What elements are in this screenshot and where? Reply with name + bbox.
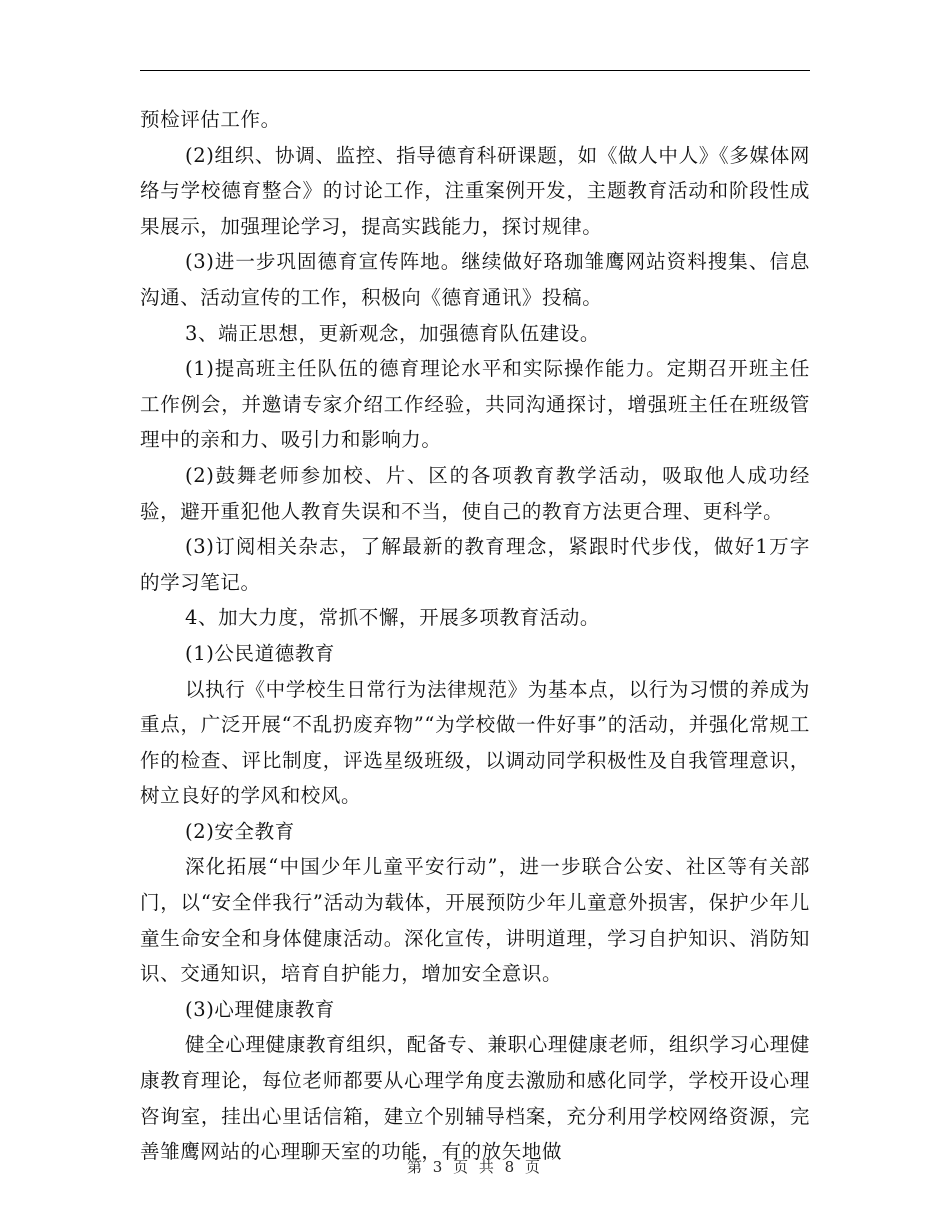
paragraph: 预检评估工作。: [140, 108, 281, 131]
paragraph: (2)鼓舞老师参加校、片、区的各项教育教学活动，吸取他人成功经验，避开重犯他人教育失误和不当，使自己的教育方法更合理、更科学。: [140, 463, 810, 523]
paragraph: 以执行《中学校生日常行为法律规范》为基本点，以行为习惯的养成为重点，广泛开展“不乱扔废弃物”“为学校做一件好事”的活动，并强化常规工作的检查、评比制度，评选星级班级，以调动同学积极性及自我管理意识，树立良好的学风和校风。: [140, 677, 810, 808]
section-heading: 3、端正思想，更新观念，加强德育队伍建设。: [185, 321, 601, 345]
paragraph: 深化拓展“中国少年儿童平安行动”，进一步联合公安、社区等有关部门，以“安全伴我行”活动为载体，开展预防少年儿童意外损害，保护少年儿童生命安全和身体健康活动。深化宣传，讲明道理，学习自护知识、消防知识、交通知识，培育自护能力，增加安全意识。: [140, 855, 810, 986]
subsection-heading: (3)心理健康教育: [185, 997, 336, 1021]
paragraph: 健全心理健康教育组织，配备专、兼职心理健康老师，组织学习心理健康教育理论，每位老师都要从心理学角度去激励和感化同学，学校开设心理咨询室，挂出心里话信箱，建立个别辅导档案，充分利用学校网络资源，完善雏鹰网站的心理聊天室的功能，有的放矢地做: [140, 1033, 810, 1164]
document-body: [140, 102, 810, 1170]
section-heading: 4、加大力度，常抓不懈，开展多项教育活动。: [185, 606, 601, 630]
subsection-heading: (1)公民道德教育: [185, 641, 336, 665]
paragraph: (2)组织、协调、监控、指导德育科研课题，如《做人中人》《多媒体网络与学校德育整合》的讨论工作，注重案例开发，主题教育活动和阶段性成果展示，加强理论学习，提高实践能力，探讨规律。: [140, 143, 810, 238]
paragraph: (3)订阅相关杂志，了解最新的教育理念，紧跟时代步伐，做好1万字的学习笔记。: [140, 535, 810, 594]
paragraph: (1)提高班主任队伍的德育理论水平和实际操作能力。定期召开班主任工作例会，并邀请专家介绍工作经验，共同沟通探讨，增强班主任在班级管理中的亲和力、吸引力和影响力。: [140, 357, 810, 452]
paragraph: (3)进一步巩固德育宣传阵地。继续做好珞珈雏鹰网站资料搜集、信息沟通、活动宣传的工作，积极向《德育通讯》投稿。: [140, 250, 810, 309]
subsection-heading: (2)安全教育: [185, 819, 295, 843]
header-rule: [140, 70, 810, 71]
page-footer: 第 3 页 共 8 页: [407, 1158, 543, 1176]
